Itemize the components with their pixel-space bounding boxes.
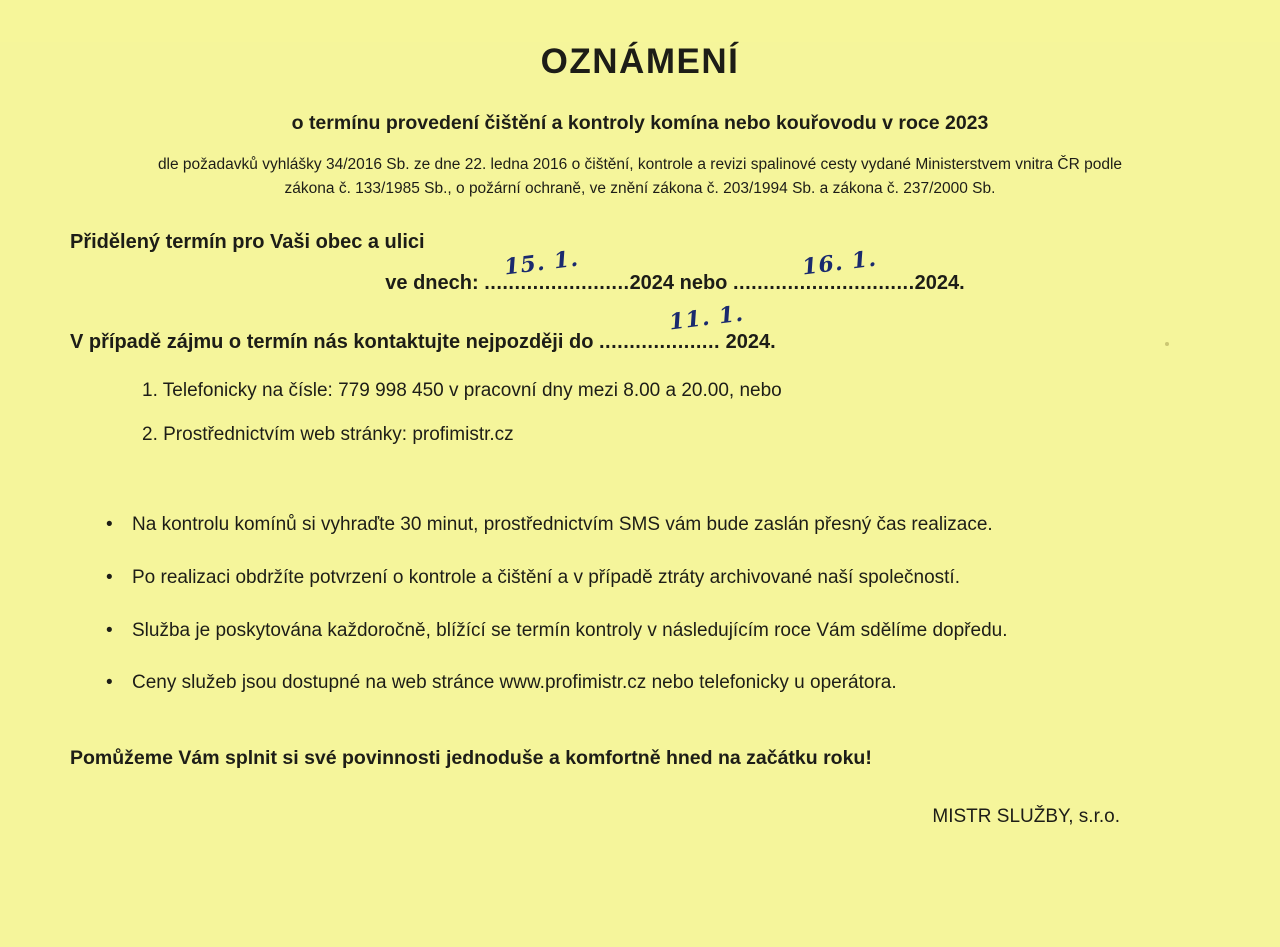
dates-dots-2: ..............................: [732, 272, 915, 295]
list-item-text: Služba je poskytována každoročně, blížící se termín kontroly v následujícím roce Vám sdělíme dopředu.: [132, 619, 1008, 641]
contact-dots: ....................: [598, 331, 721, 354]
bullet-icon: •: [106, 514, 113, 536]
list-item: [64, 567, 1216, 590]
handwritten-deadline: 11. 1.: [667, 300, 746, 336]
dates-dots-1: ........................: [484, 272, 630, 295]
contact-option-web: 2. Prostřednictvím web stránky: profimistr.cz: [142, 424, 514, 446]
list-item-text: Ceny služeb jsou dostupné na web stránce www.profimistr.cz nebo telefonicky u operátora.: [132, 672, 897, 694]
bullet-icon: •: [106, 672, 113, 694]
closing-statement: Pomůžeme Vám splnit si své povinnosti jednoduše a komfortně hned na začátku roku!: [70, 747, 872, 770]
contact-prefix: V případě zájmu o termín nás kontaktujte nejpozději do: [70, 331, 599, 354]
list-item: [64, 514, 1216, 537]
bullet-icon: •: [106, 619, 113, 641]
contact-option-phone: 1. Telefonicky na čísle: 779 998 450 v pracovní dny mezi 8.00 a 20.00, nebo: [142, 380, 782, 402]
list-item: [64, 620, 1216, 643]
legal-line-1: dle požadavků vyhlášky 34/2016 Sb. ze dne 22. ledna 2016 o čištění, kontrole a revizi spalinové cesty vydané Ministerstvem vnitra ČR podle: [157, 156, 1123, 173]
assigned-term-heading: Přidělený termín pro Vaši obec a ulici: [70, 231, 425, 254]
paper-speck: [1165, 342, 1169, 346]
dates-line: [64, 245, 1216, 295]
legal-line-2: zákona č. 133/1985 Sb., o požární ochraně, ve znění zákona č. 203/1994 Sb. a zákona č. 237/2000 Sb.: [284, 180, 996, 198]
dates-prefix: ve dnech:: [385, 272, 485, 295]
bullet-icon: •: [106, 566, 113, 588]
handwritten-date-2: 16. 1.: [800, 245, 879, 281]
dates-year-1: 2024 nebo: [629, 272, 733, 295]
company-signature: MISTR SLUŽBY, s.r.o.: [932, 806, 1120, 828]
page-title: OZNÁMENÍ: [540, 42, 740, 81]
contact-deadline-line: [64, 300, 1216, 354]
legal-reference: [64, 153, 1216, 201]
list-item-text: Na kontrolu komínů si vyhraďte 30 minut, prostřednictvím SMS vám bude zaslán přesný čas realizace.: [132, 514, 993, 536]
dates-year-2: 2024.: [914, 272, 965, 295]
list-item-text: Po realizaci obdržíte potvrzení o kontrole a čištění a v případě ztráty archivované naší společností.: [132, 566, 960, 588]
contact-suffix: 2024.: [720, 331, 776, 354]
list-item: [64, 672, 1216, 695]
handwritten-date-1: 15. 1.: [502, 245, 581, 281]
document-subtitle: o termínu provedení čištění a kontroly komína nebo kouřovodu v roce 2023: [291, 112, 989, 134]
notice-document: [0, 42, 1280, 947]
info-bullet-list: [64, 514, 1216, 695]
